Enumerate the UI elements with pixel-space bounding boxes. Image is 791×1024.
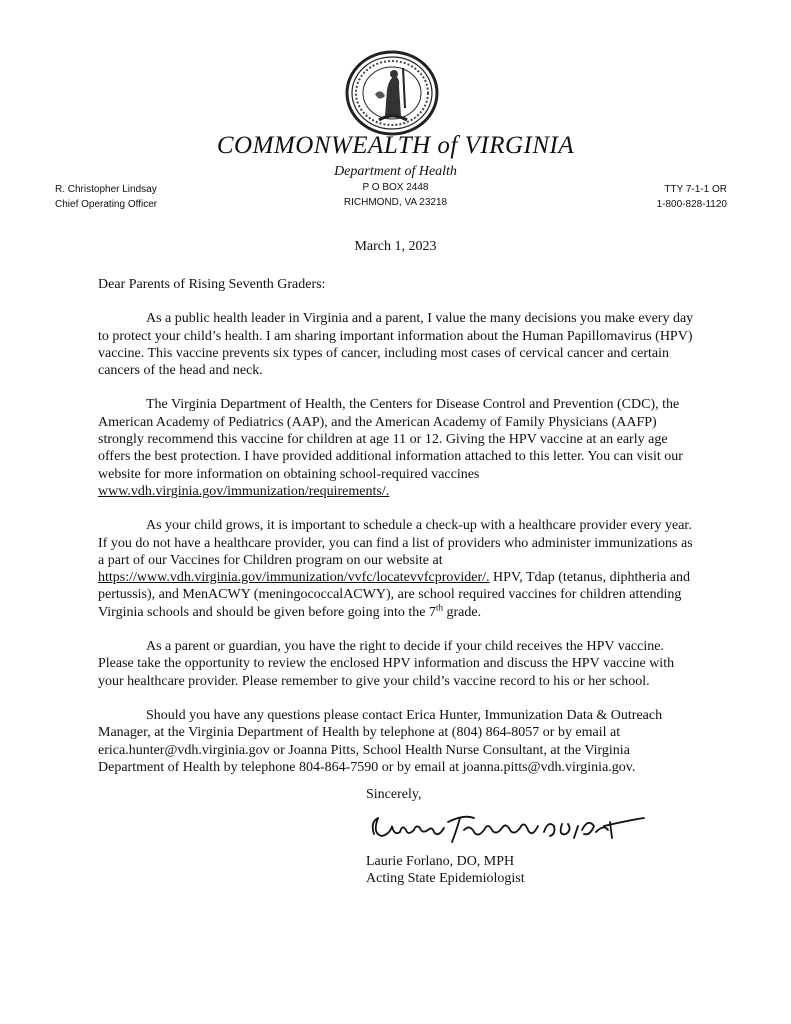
letter-date: March 1, 2023 [354, 239, 437, 254]
paragraph-3-text-a: As your child grows, it is important to schedule a check-up with a healthcare provider every year. If you do not have a healthcare provider, you can find a list of providers who administer immunizations as a part of our Vaccines for Children program on our website at [98, 518, 693, 568]
tty-block [657, 182, 727, 212]
paragraph-2-text: The Virginia Department of Health, the Centers for Disease Control and Prevention (CDC), the American Academy of Pediatrics (AAP), and the American Academy of Family Physicians (AAFP) strongly recommend this vaccine for children at age 11 or 12. Giving the HPV vaccine at an early age offers the best protection. I have provided additional information attached to this letter. You can visit our website for more information on obtaining school-required vaccines [98, 397, 683, 482]
closing: Sincerely, [366, 787, 422, 802]
virginia-state-seal-icon [345, 50, 439, 136]
official-title: Chief Operating Officer [55, 199, 158, 210]
address-line-2: RICHMOND, VA 23218 [343, 197, 448, 208]
organization-title: COMMONWEALTH of VIRGINIA [216, 132, 575, 159]
paragraph-5: Should you have any questions please contact Erica Hunter, Immunization Data & Outreach Manager, at the Virginia Department of Health by telephone at (804) 864-8057 or by email at erica.hunter@vdh.virginia.gov or Joanna Pitts, School Health Nurse Consultant, at the Virginia Department of Health by telephone 804-864-7590 or by email at joanna.pitts@vdh.virginia.gov. [98, 707, 663, 775]
handwritten-signature [368, 804, 648, 850]
signer-name: Laurie Forlano, DO, MPH [366, 854, 515, 869]
paragraph-4: As a parent or guardian, you have the right to decide if your child receives the HPV vaccine. Please take the opportunity to review the enclosed HPV information and discuss the HPV vaccine with your healthcare provider. Please remember to give your child’s vaccine record to his or her school. [98, 639, 675, 689]
ordinal-suffix: th [435, 602, 443, 613]
letter-body [98, 276, 698, 793]
paragraph-2 [98, 396, 698, 500]
tty-line-2: 1-800-828-1120 [656, 199, 727, 210]
official-name: R. Christopher Lindsay [55, 184, 157, 195]
address-line-1: P O BOX 2448 [362, 182, 429, 193]
paragraph-3-text-b: HPV, Tdap (tetanus, diphtheria and pertussis), and MenACWY (meningococcalACWY), are school required vaccines for children attending Virginia schools and should be given before going into the 7 [98, 570, 691, 620]
salutation: Dear Parents of Rising Seventh Graders: [98, 277, 326, 292]
signer-title: Acting State Epidemiologist [366, 871, 525, 887]
vfc-provider-link[interactable]: https://www.vdh.virginia.gov/immunization/vvfc/locatevvfcprovider/. [98, 570, 490, 586]
department-name: Department of Health [334, 164, 457, 179]
paragraph-3-text-c: grade. [446, 604, 482, 620]
paragraph-3 [98, 517, 698, 621]
paragraph-1: As a public health leader in Virginia and a parent, I value the many decisions you make every day to protect your child’s health. I am sharing important information about the Human Papillomavirus (HPV) vaccine. This vaccine prevents six types of cancer, including most cases of cervical cancer and certain cancers of the head and neck. [98, 311, 694, 379]
requirements-link[interactable]: www.vdh.virginia.gov/immunization/requirements/. [98, 483, 390, 499]
signer-block [366, 853, 525, 888]
tty-line-1: TTY 7-1-1 OR [664, 184, 727, 195]
official-block [55, 182, 157, 212]
